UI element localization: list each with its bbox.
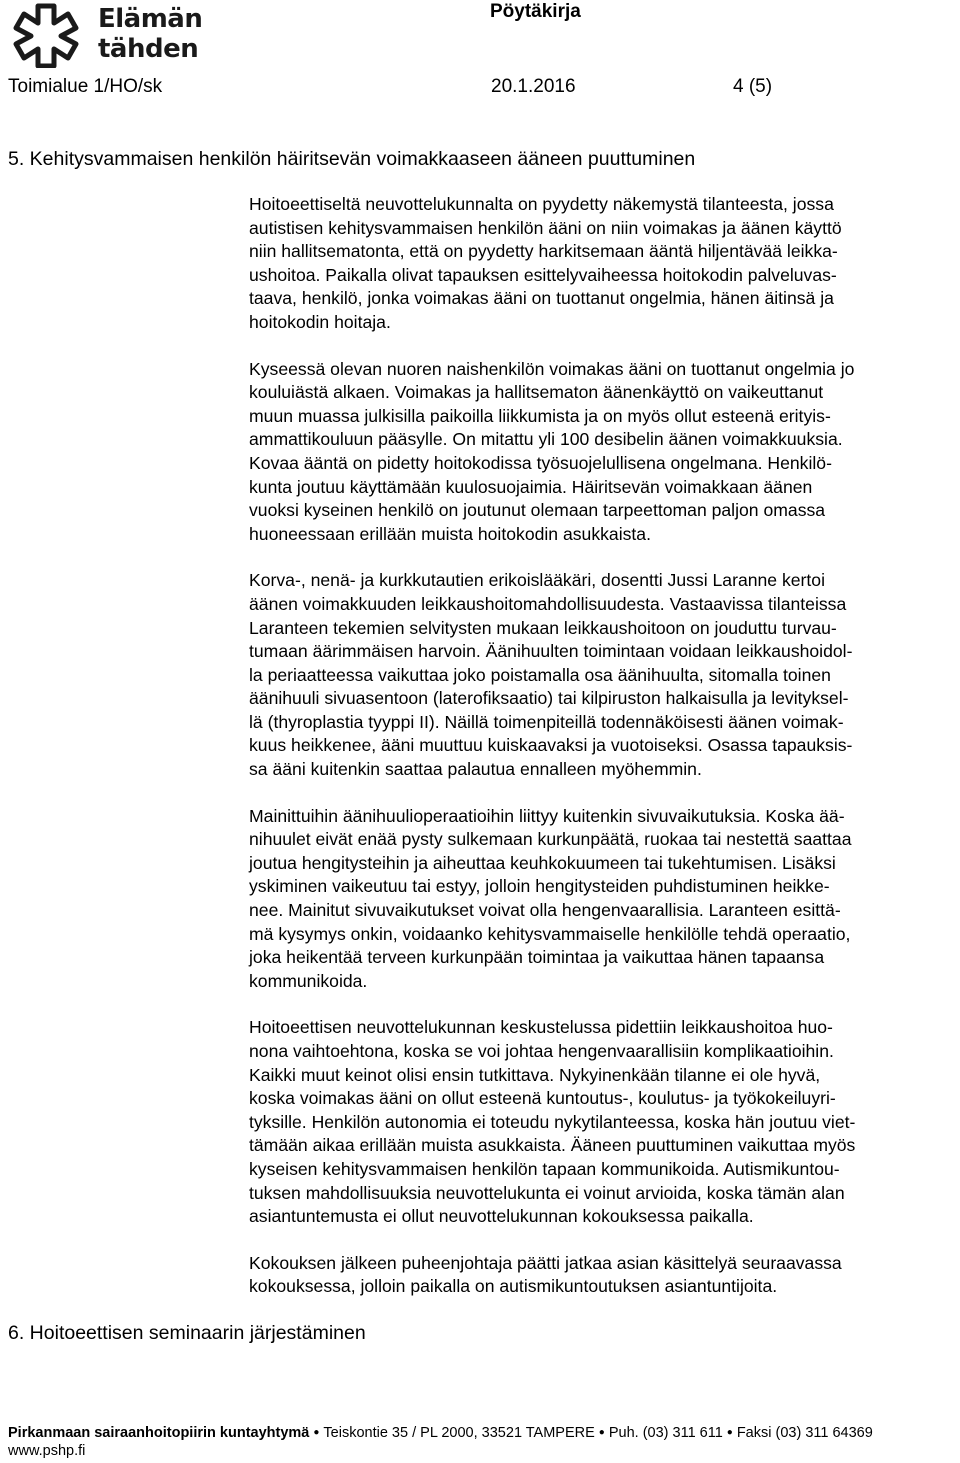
paragraph-line: Hoitoeettisen neuvottelukunnan keskustelussa pidettiin leikkaushoitoa huo-: [249, 1017, 833, 1038]
bullet-dot-icon: ●: [726, 1427, 733, 1438]
paragraph-line: asiantuntemusta ei ollut neuvottelukunnan kokouksessa paikalla.: [249, 1206, 754, 1227]
body-paragraph: [249, 1016, 955, 1228]
paragraph-line: la periaatteessa vaikuttaa joko poistamalla osa äänihuulta, sitomalla toinen: [249, 664, 831, 685]
star-of-life-icon: [2, 2, 92, 68]
page-number: 4 (5): [733, 76, 773, 97]
paragraph-line: äänihuuli sivuasentoon (laterofiksaatio) tai kilpiruston halkaisulla ja levityksel-: [249, 688, 849, 709]
body-paragraph: [249, 358, 955, 547]
paragraph-line: nona vaihtoehtona, koska se voi johtaa hengenvaarallisiin komplikaatioihin.: [249, 1041, 834, 1061]
logo-line-2: tähden: [98, 34, 199, 64]
paragraph-line: muun muassa julkisilla paikoilla liikkumista ja on myös ollut esteenä erityis-: [249, 405, 831, 426]
paragraph-line: tumaan äärimmäisen harvoin. Äänihuulten toimintaan voidaan leikkaushoidol-: [249, 641, 853, 662]
paragraph-line: Korva-, nenä- ja kurkkutautien erikoislääkäri, dosentti Jussi Laranne kertoi: [249, 570, 825, 591]
paragraph-line: kokouksessa, jolloin paikalla on autismikuntoutuksen asiantuntijoita.: [249, 1276, 778, 1297]
paragraph-line: taava, henkilö, jonka voimakas ääni on tuottanut ongelmia, hänen äitinsä ja: [249, 288, 834, 309]
paragraph-line: mä kysymys onkin, voidaanko kehitysvammaiselle henkilölle tehdä operaatio,: [249, 923, 851, 944]
logo-wordmark: [98, 4, 202, 64]
footer-website[interactable]: www.pshp.fi: [8, 1443, 86, 1459]
paragraph-line: Kaikki muut keinot olisi ensin tutkittava. Nykyinenkään tilanne ei ole hyvä,: [249, 1064, 821, 1085]
paragraph-line: kyseisen kehitysvammaisen henkilön tapaan kommunikoida. Autismikuntou-: [249, 1158, 840, 1179]
paragraph-line: ammattikouluun pääsylle. On mitattu yli 100 desibelin äänen voimakkuuksia.: [249, 429, 843, 450]
paragraph-line: niin hallitsematonta, että on pyydetty harkitsemaan ääntä hiljentävää leikka-: [249, 241, 838, 262]
section-6-heading: 6. Hoitoeettisen seminaarin järjestäminen: [8, 1322, 366, 1344]
body-paragraph: [249, 805, 955, 994]
paragraph-line: Kokouksen jälkeen puheenjohtaja päätti jatkaa asian käsittelyä seuraavassa: [249, 1252, 842, 1273]
paragraph-line: äänen voimakkuuden leikkaushoitomahdollisuudesta. Vastaavissa tilanteissa: [249, 593, 847, 614]
page-footer: [8, 1424, 960, 1460]
paragraph-line: sa ääni kuitenkin saattaa palautua ennalleen myöhemmin.: [249, 759, 702, 780]
body-paragraph: [249, 569, 955, 781]
footer-phone: Puh. (03) 311 611: [608, 1425, 723, 1441]
paragraph-line: vuoksi kyseinen henkilö on joutunut olemaan tarpeettoman paljon omassa: [249, 500, 826, 521]
footer-fax: Faksi (03) 311 64369: [736, 1425, 873, 1441]
bullet-dot-icon: ●: [313, 1427, 320, 1438]
paragraph-line: kouluiästä alkaen. Voimakas ja hallitsematon äänenkäyttö on vaikeuttanut: [249, 382, 824, 403]
footer-address: Teiskontie 35 / PL 2000, 33521 TAMPERE: [323, 1425, 595, 1441]
body-paragraph: [249, 193, 955, 335]
paragraph-line: Laranteen tekemien selvitysten mukaan leikkaushoitoon on jouduttu turvau-: [249, 617, 837, 638]
section-5-body: [249, 193, 955, 1322]
paragraph-line: Mainittuihin äänihuulioperaatioihin liittyy kuitenkin sivuvaikutuksia. Koska ää-: [249, 805, 845, 826]
paragraph-line: Kovaa ääntä on pidetty hoitokodissa työsuojelullisena ongelmana. Henkilö-: [249, 452, 832, 473]
paragraph-line: koska voimakas ääni on ollut esteenä kuntoutus-, koulutus- ja työkokeiluyri-: [249, 1088, 836, 1109]
paragraph-line: tyksille. Henkilön autonomia ei toteudu nykytilanteessa, koska hän joutuu viet-: [249, 1111, 856, 1132]
paragraph-line: tuksen mahdollisuuksia neuvottelukunta ei voinut arvioida, koska tämän alan: [249, 1182, 845, 1203]
paragraph-line: nee. Mainitut sivuvaikutukset voivat olla hengenvaarallisia. Laranteen esittä-: [249, 900, 841, 921]
paragraph-line: nihuulet eivät enää pysty sulkemaan kurkunpäätä, ruokaa tai nestettä saattaa: [249, 829, 852, 850]
document-type: Pöytäkirja: [490, 1, 581, 22]
paragraph-line: Hoitoeettiseltä neuvottelukunnalta on pyydetty näkemystä tilanteesta, jossa: [249, 194, 834, 214]
footer-contact-line: [8, 1424, 960, 1442]
paragraph-line: kunta joutuu käyttämään kuulosuojaimia. Häiritsevän voimakkaan äänen: [249, 476, 813, 497]
paragraph-line: ushoitoa. Paikalla olivat tapauksen esittelyvaiheessa hoitokodin palveluvas-: [249, 264, 837, 285]
paragraph-line: Kyseessä olevan nuoren naishenkilön voimakas ääni on tuottanut ongelmia jo: [249, 358, 855, 379]
unit-code: Toimialue 1/HO/sk: [8, 76, 163, 97]
paragraph-line: autistisen kehitysvammaisen henkilön ääni on niin voimakas ja äänen käyttö: [249, 217, 842, 238]
document-date: 20.1.2016: [491, 76, 576, 97]
paragraph-line: hoitokodin hoitaja.: [249, 311, 391, 332]
paragraph-line: huoneessaan erillään muista hoitokodin asukkaista.: [249, 523, 651, 544]
paragraph-line: lä (thyroplastia tyyppi II). Näillä toimenpiteillä todennäköisesti äänen voimak-: [249, 711, 844, 732]
paragraph-line: joka heikentää terveen kurkunpään toimintaa ja vaikuttaa hänen tapaansa: [249, 947, 825, 968]
paragraph-line: kommunikoida.: [249, 970, 368, 991]
elaman-tahden-logo: [2, 2, 202, 68]
footer-organization: Pirkanmaan sairaanhoitopiirin kuntayhtymä: [8, 1425, 310, 1441]
paragraph-line: kuus heikkenee, ääni muuttuu kuiskaavaksi ja vuotoiseksi. Osassa tapauksis-: [249, 735, 853, 756]
paragraph-line: tämään aikaa erillään muista asukkaista. Ääneen puuttuminen vaikuttaa myös: [249, 1135, 856, 1156]
logo-line-1: Elämän: [98, 4, 203, 34]
paragraph-line: yskiminen vaikeutuu tai estyy, jolloin hengitysteiden puhdistuminen heikke-: [249, 876, 830, 897]
section-5-heading: 5. Kehitysvammaisen henkilön häiritsevän voimakkaaseen ääneen puuttuminen: [8, 148, 696, 170]
paragraph-line: joutua hengitysteihin ja aiheuttaa keuhkokuumeen tai tukehtumisen. Lisäksi: [249, 852, 836, 873]
bullet-dot-icon: ●: [598, 1427, 605, 1438]
body-paragraph: [249, 1252, 955, 1299]
